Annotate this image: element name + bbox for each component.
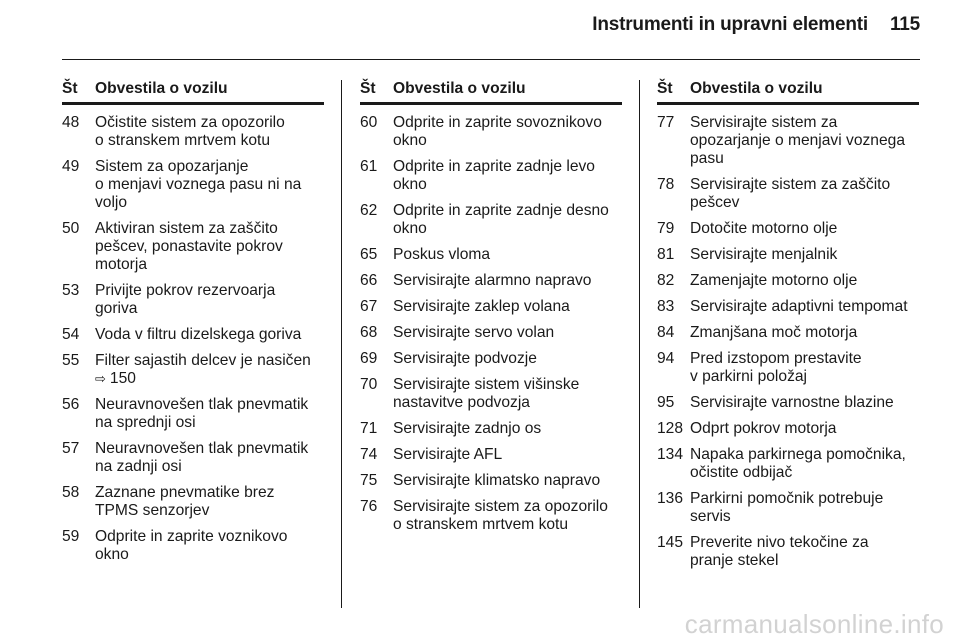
- message-number: 67: [360, 298, 378, 315]
- message-text-content: Pred izstopom prestavite v parkirni položaj: [690, 350, 862, 385]
- page-reference-icon: ⇨: [95, 371, 106, 386]
- message-list: [657, 114, 919, 570]
- message-text-content: Odprite in zaprite zadnje levo okno: [393, 158, 595, 193]
- list-item: [360, 158, 622, 194]
- message-number: 62: [360, 202, 378, 219]
- message-text-content: Servisirajte sistem za zaščito pešcev: [690, 176, 891, 211]
- message-number: 50: [62, 220, 80, 237]
- message-number: 59: [62, 528, 80, 545]
- message-text-content: Zmanjšana moč motorja: [690, 324, 858, 341]
- message-number: 55: [62, 352, 80, 369]
- column-header-number: Št: [657, 80, 673, 97]
- message-text: [690, 246, 919, 264]
- list-item: [62, 440, 324, 476]
- message-number: 49: [62, 158, 80, 175]
- message-text-content: Voda v filtru dizelskega goriva: [95, 326, 302, 343]
- message-number: 128: [657, 420, 684, 437]
- message-text-content: Dotočite motorno olje: [690, 220, 838, 237]
- message-text-content: Odprite in zaprite sovoznikovo okno: [393, 114, 602, 149]
- message-number: 71: [360, 420, 378, 437]
- list-item: [62, 282, 324, 318]
- column-header: [62, 80, 324, 105]
- column-header-number: Št: [62, 80, 78, 97]
- message-number: 74: [360, 446, 378, 463]
- message-text-content: Servisirajte zadnjo os: [393, 420, 542, 437]
- message-text-content: Servisirajte klimatsko napravo: [393, 472, 601, 489]
- list-item: [657, 272, 919, 290]
- message-text: [95, 326, 324, 344]
- list-item: [360, 472, 622, 490]
- message-text: [95, 440, 324, 476]
- header-rule: [62, 59, 920, 60]
- message-text: [690, 420, 919, 438]
- message-text-content: Servisirajte alarmno napravo: [393, 272, 592, 289]
- message-number: 82: [657, 272, 675, 289]
- list-item: [657, 114, 919, 168]
- message-text-content: Servisirajte servo volan: [393, 324, 555, 341]
- message-number: 94: [657, 350, 675, 367]
- message-text: [393, 272, 622, 290]
- message-text-content: Privijte pokrov rezervoarja goriva: [95, 282, 276, 317]
- message-text-content: Servisirajte sistem za opozorilo o stranskem mrtvem kotu: [393, 498, 608, 533]
- list-item: [360, 376, 622, 412]
- message-text-content: Zamenjajte motorno olje: [690, 272, 858, 289]
- messages-column-3: [657, 80, 919, 570]
- message-number: 57: [62, 440, 80, 457]
- message-text: [393, 158, 622, 194]
- page-number: 115: [889, 14, 920, 35]
- message-text: [393, 498, 622, 534]
- message-number: 61: [360, 158, 378, 175]
- message-text: [690, 324, 919, 342]
- list-item: [62, 220, 324, 274]
- message-text: [690, 490, 919, 526]
- message-text: [690, 350, 919, 386]
- message-text: [393, 446, 622, 464]
- column-header-number: Št: [360, 80, 376, 97]
- list-item: [360, 446, 622, 464]
- message-text: [393, 114, 622, 150]
- message-text-content: Odprite in zaprite voznikovo okno: [95, 528, 288, 563]
- list-item: [360, 114, 622, 150]
- message-text: [95, 220, 324, 274]
- message-text: [690, 114, 919, 168]
- message-text-content: Očistite sistem za opozorilo o stranskem mrtvem kotu: [95, 114, 285, 149]
- message-number: 77: [657, 114, 675, 131]
- message-text-content: Filter sajastih delcev je nasičen: [95, 352, 311, 369]
- message-text-content: Poskus vloma: [393, 246, 491, 263]
- message-text-content: Servisirajte adaptivni tempomat: [690, 298, 908, 315]
- message-text-content: Neuravnovešen tlak pnevmatik na sprednji osi: [95, 396, 309, 431]
- list-item: [360, 324, 622, 342]
- message-text: [95, 396, 324, 432]
- list-item: [360, 202, 622, 238]
- page-title: Instrumenti in upravni elementi: [592, 14, 868, 35]
- message-text-content: Servisirajte menjalnik: [690, 246, 838, 263]
- message-text-content: Zaznane pnevmatike brez TPMS senzorjev: [95, 484, 275, 519]
- list-item: [360, 350, 622, 368]
- message-text-content: Preverite nivo tekočine za pranje stekel: [690, 534, 869, 569]
- message-text-content: Napaka parkirnega pomočnika, očistite odbijač: [690, 446, 906, 481]
- message-text: [95, 528, 324, 564]
- list-item: [62, 396, 324, 432]
- message-number: 53: [62, 282, 80, 299]
- message-text: [393, 350, 622, 368]
- message-text: [95, 484, 324, 520]
- message-text-content: Sistem za opozarjanje o menjavi voznega pasu ni na voljo: [95, 158, 302, 211]
- messages-column-1: [62, 80, 324, 564]
- list-item: [657, 350, 919, 386]
- message-text: [95, 282, 324, 318]
- message-text-content: Servisirajte AFL: [393, 446, 503, 463]
- message-text: [95, 352, 324, 388]
- page-header: [62, 14, 920, 44]
- message-number: 76: [360, 498, 378, 515]
- message-text-content: Odprt pokrov motorja: [690, 420, 837, 437]
- column-header: [657, 80, 919, 105]
- message-number: 75: [360, 472, 378, 489]
- list-item: [657, 394, 919, 412]
- message-number: 60: [360, 114, 378, 131]
- list-item: [360, 498, 622, 534]
- message-text: [393, 324, 622, 342]
- list-item: [657, 220, 919, 238]
- message-text: [95, 114, 324, 150]
- message-number: 48: [62, 114, 80, 131]
- column-header: [360, 80, 622, 105]
- list-item: [62, 158, 324, 212]
- message-number: 81: [657, 246, 675, 263]
- column-separator-2: [639, 80, 640, 608]
- column-header-label: Obvestila o vozilu: [690, 80, 823, 97]
- message-text: [393, 298, 622, 316]
- message-number: 58: [62, 484, 80, 501]
- message-text-content: Aktiviran sistem za zaščito pešcev, ponastavite pokrov motorja: [95, 220, 283, 273]
- message-number: 134: [657, 446, 684, 463]
- message-number: 95: [657, 394, 675, 411]
- message-number: 83: [657, 298, 675, 315]
- message-text: [690, 446, 919, 482]
- message-number: 84: [657, 324, 675, 341]
- column-header-label: Obvestila o vozilu: [95, 80, 228, 97]
- list-item: [62, 484, 324, 520]
- message-number: 66: [360, 272, 378, 289]
- message-text: [690, 298, 919, 316]
- message-number: 69: [360, 350, 378, 367]
- message-text: [393, 202, 622, 238]
- message-text: [393, 246, 622, 264]
- list-item: [62, 326, 324, 344]
- message-text: [690, 176, 919, 212]
- list-item: [360, 298, 622, 316]
- list-item: [62, 528, 324, 564]
- message-text-content: Servisirajte sistem višinske nastavitve podvozja: [393, 376, 580, 411]
- list-item: [657, 176, 919, 212]
- list-item: [360, 246, 622, 264]
- list-item: [657, 246, 919, 264]
- message-text-content: Servisirajte podvozje: [393, 350, 537, 367]
- message-text: [690, 272, 919, 290]
- page-reference[interactable]: 150: [109, 370, 136, 387]
- message-list: [62, 114, 324, 564]
- message-number: 56: [62, 396, 80, 413]
- message-list: [360, 114, 622, 534]
- message-text: [690, 220, 919, 238]
- message-number: 65: [360, 246, 378, 263]
- message-text-content: Odprite in zaprite zadnje desno okno: [393, 202, 609, 237]
- list-item: [657, 298, 919, 316]
- message-text: [393, 376, 622, 412]
- list-item: [360, 420, 622, 438]
- message-text-content: Servisirajte zaklep volana: [393, 298, 570, 315]
- message-text: [393, 472, 622, 490]
- messages-column-2: [360, 80, 622, 534]
- list-item: [360, 272, 622, 290]
- message-text: [690, 394, 919, 412]
- message-number: 78: [657, 176, 675, 193]
- column-header-label: Obvestila o vozilu: [393, 80, 526, 97]
- watermark: carmanualsonline.info: [684, 609, 944, 639]
- message-number: 70: [360, 376, 378, 393]
- message-text-content: Servisirajte sistem za opozarjanje o menjavi voznega pasu: [690, 114, 905, 167]
- message-number: 79: [657, 220, 675, 237]
- message-number: 54: [62, 326, 80, 343]
- message-text: [393, 420, 622, 438]
- list-item: [657, 420, 919, 438]
- message-text-content: Parkirni pomočnik potrebuje servis: [690, 490, 884, 525]
- message-text-content: Neuravnovešen tlak pnevmatik na zadnji osi: [95, 440, 309, 475]
- message-number: 145: [657, 534, 684, 551]
- message-number: 136: [657, 490, 684, 507]
- message-number: 68: [360, 324, 378, 341]
- list-item: [657, 324, 919, 342]
- list-item: [657, 446, 919, 482]
- message-text: [690, 534, 919, 570]
- message-text-content: Servisirajte varnostne blazine: [690, 394, 894, 411]
- message-text: [95, 158, 324, 212]
- list-item: [62, 114, 324, 150]
- list-item: [62, 352, 324, 388]
- list-item: [657, 534, 919, 570]
- column-separator-1: [341, 80, 342, 608]
- list-item: [657, 490, 919, 526]
